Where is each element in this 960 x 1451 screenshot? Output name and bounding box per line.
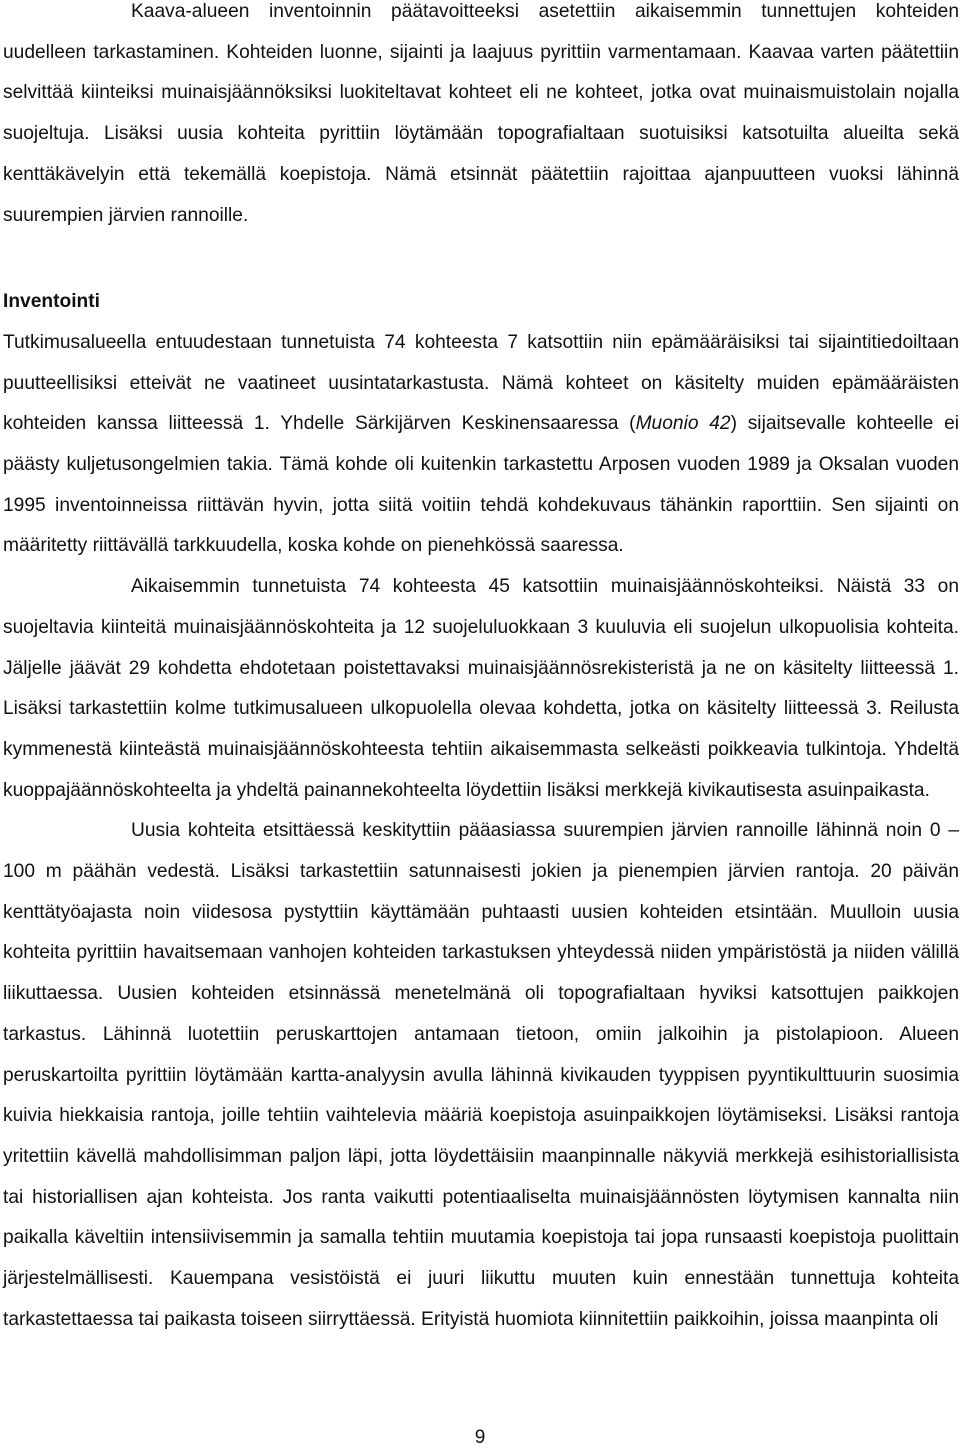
paragraph-known-sites — [3, 323, 959, 567]
paragraph-site-results: Aikaisemmin tunnetuista 74 kohteesta 45 katsottiin muinaisjäännöskohteiksi. Näistä 33 on suojeltavia kiinteitä muinaisjäännöskohteita ja 12 suojeluluokkaan 3 kuuluvia eli suojelun ulkopuolisia kohteita. Jäljelle jäävät 29 kohdetta ehdotetaan poistettavaksi muinaisjäännösrekisteristä ja ne on käsitelty liitteessä 1. Lisäksi tarkastettiin kolme tutkimusalueen ulkopuolella olevaa kohdetta, jotka on käsitelty liitteessä 3. Reilusta kymmenestä kiinteästä muinaisjäännöskohteesta tehtiin aikaisemmasta selkeästi poikkeavia tulkintoja. Yhdeltä kuoppajäännöskohteelta ja yhdeltä painannekohteelta löydettiin lisäksi merkkejä kivikautisesta asuinpaikasta. — [3, 576, 959, 801]
paragraph-known-sites-part-1: Tutkimusalueella entuudestaan tunnetuista 74 kohteesta 7 katsottiin niin epämääräisiksi tai sijaintitiedoiltaan puutteellisiksi etteivät ne vaatineet uusintatarkastusta. Nämä kohteet on käsitelty muiden epämääräisten kohteiden kanssa liitteessä 1. Yhdelle Särkijärven Keskinensaaressa ( — [3, 331, 959, 435]
paragraph-inventory-goals: Kaava-alueen inventoinnin päätavoitteeksi asetettiin aikaisemmin tunnettujen kohteiden uudelleen tarkastaminen. Kohteiden luonne, sijainti ja laajuus pyrittiin varmentamaan. Kaavaa varten päätettiin selvittää kiinteiksi muinaisjäännöksiksi luokiteltavat kohteet eli ne kohteet, jotka ovat muinaismuistolain nojalla suojeltuja. Lisäksi uusia kohteita pyrittiin löytämään topografialtaan suotuisiksi katsotuilta alueilta sekä kenttäkävelyin että tekemällä koepistoja. Nämä etsinnät päätettiin rajoittaa ajanpuutteen vuoksi lähinnä suurempien järvien rannoille. — [3, 1, 959, 226]
page-number: 9 — [474, 1427, 486, 1448]
body-text — [3, 0, 959, 1341]
paragraph-spacer — [3, 236, 959, 282]
paragraph-known-sites-part-2: ) sijaitsevalle kohteelle ei päästy kuljetusongelmien takia. Tämä kohde oli kuitenkin tarkastettu Arposen vuoden 1989 ja Oksalan vuoden 1995 inventoinneissa riittävän hyvin, jotta siitä voitiin tehdä kohdekuvaus tähänkin raporttiin. Sen sijainti on määritetty riittävällä tarkkuudella, koska kohde on pienehkössä saaressa. — [3, 413, 960, 557]
paragraph-new-site-search: Uusia kohteita etsittäessä keskityttiin pääasiassa suurempien järvien rannoille lähinnä noin 0 – 100 m päähän vedestä. Lisäksi tarkastettiin satunnaisesti jokien ja pienempien järvien rantoja. 20 päivän kenttätyöajasta noin viidesosa pystyttiin käyttämään puhtaasti uusien kohteiden etsintään. Muulloin uusia kohteita pyrittiin havaitsemaan vanhojen kohteiden tarkastuksen yhteydessä niiden ympäristöstä ja niiden välillä liikuttaessa. Uusien kohteiden etsinnässä menetelmänä oli topografialtaan hyviksi katsottujen paikkojen tarkastus. Lähinnä luotettiin peruskarttojen antamaan tietoon, omiin jalkoihin ja pistolapioon. Alueen peruskartoilta pyrittiin löytämään kartta-analyysin avulla lähinnä kivikauden tyyppisen pyyntikulttuurin suosimia kuivia hiekkaisia rantoja, joille tehtiin vaihtelevia määriä koepistoja asuinpaikkojen löytämiseksi. Lisäksi rantoja yritettiin kävellä mahdollisimman paljon läpi, jotta löydettäisiin maanpinnalle näkyviä merkkejä esihistoriallisista tai historiallisen ajan kohteista. Jos ranta vaikutti potentiaaliselta muinaisjäännösten löytymisen kannalta niin paikalla käveltiin intensiivisemmin ja samalla tehtiin muutamia koepistoja tai jopa runsaasti koepistoja puolittain järjestelmällisesti. Kauempana vesistöistä ei juuri liikuttu muuten kuin ennestään tunnettuja kohteita tarkastettaessa tai paikasta toiseen siirryttäessä. Erityistä huomiota kiinnitettiin paikkoihin, joissa maanpinta oli — [3, 820, 959, 1330]
section-heading-inventointi: Inventointi — [3, 291, 100, 313]
site-name-muonio-42: Muonio 42 — [635, 413, 731, 435]
